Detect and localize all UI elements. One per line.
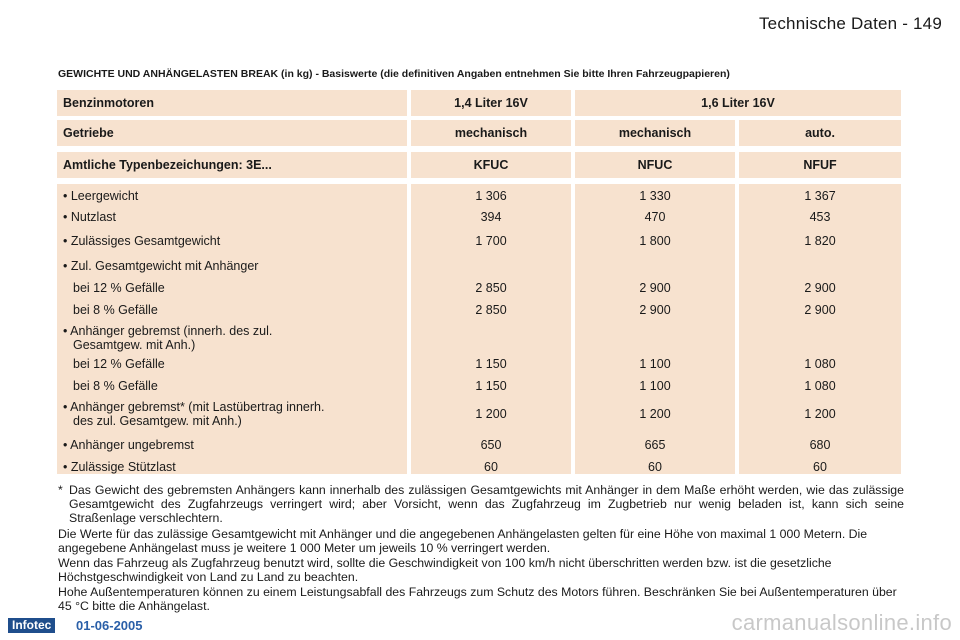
row-value: 60 [648, 460, 662, 474]
row-value: 1 200 [804, 407, 836, 421]
type-row [57, 152, 901, 178]
row-value: 1 150 [475, 357, 507, 371]
footnote-star: * [58, 483, 63, 497]
engine-2: 1,6 Liter 16V [575, 90, 901, 116]
row-value: 2 900 [804, 281, 836, 295]
col3-bg [739, 184, 901, 474]
footnote-text: Das Gewicht des gebremsten Anhängers kann innerhalb des zulässigen Gesamtgewichts mit Anhänger in dem Maße erhöht werden, wie das zulässige Gesamtgewicht des Zugfahrzeugs verringert wird; aber Vorsicht, wenn das Zugfahrzeug im Zugbetrieb nur wenig beladen ist, kann sich seine Straßenlage verschlechtern. [69, 483, 904, 525]
row-value: 2 900 [639, 303, 671, 317]
row-value: 60 [813, 460, 827, 474]
gearbox-2: mechanisch [575, 120, 735, 146]
row-label: • Zulässiges Gesamtgewicht [63, 234, 221, 248]
col2-bg [575, 184, 735, 474]
row-label-cont: des zul. Gesamtgew. mit Anh.) [73, 414, 242, 428]
row-value: 1 367 [804, 189, 836, 203]
row-value: 1 820 [804, 234, 836, 248]
section-title: GEWICHTE UND ANHÄNGELASTEN BREAK (in kg) - Basiswerte (die definitiven Angaben entnehmen Sie bitte Ihren Fahrzeugpapieren) [58, 68, 730, 80]
col1-bg [411, 184, 571, 474]
type-1: KFUC [411, 152, 571, 178]
infotec-badge: Infotec [8, 618, 55, 633]
row-value: 2 900 [639, 281, 671, 295]
row-value: 1 200 [475, 407, 507, 421]
row-label: bei 12 % Gefälle [73, 357, 165, 371]
row-label: bei 8 % Gefälle [73, 303, 158, 317]
row-value: 1 800 [639, 234, 671, 248]
site-watermark: carmanualsonline.info [731, 610, 952, 635]
type-2: NFUC [575, 152, 735, 178]
row-value: 1 200 [639, 407, 671, 421]
paragraph-altitude: Die Werte für das zulässige Gesamtgewicht mit Anhänger und die angegebenen Anhängelasten gelten für eine Höhe von maximal 1 000 Metern. Die angegebene Anhängelast muss je weitere 1 000 Meter um jeweils 10 % verringert werden. [58, 527, 868, 555]
row-label: • Nutzlast [63, 210, 117, 224]
type-label: Amtliche Typenbezeichungen: 3E... [57, 152, 407, 178]
gearbox-1: mechanisch [411, 120, 571, 146]
row-value: 1 150 [475, 379, 507, 393]
row-label: • Anhänger gebremst* (mit Lastübertrag innerh. [63, 400, 325, 414]
engine-1: 1,4 Liter 16V [411, 90, 571, 116]
row-label: • Zulässige Stützlast [63, 460, 176, 474]
row-value: 665 [644, 438, 666, 452]
type-3: NFUF [739, 152, 901, 178]
table-body [57, 184, 901, 474]
row-label: • Anhänger gebremst (innerh. des zul. [63, 324, 273, 338]
row-value: 1 700 [475, 234, 507, 248]
row-value: 680 [809, 438, 831, 452]
row-value: 394 [480, 210, 502, 224]
gearbox-row [57, 120, 901, 146]
footnote [58, 483, 904, 525]
row-value: 1 100 [639, 357, 671, 371]
footer-date: 01-06-2005 [76, 618, 143, 633]
row-value: 2 900 [804, 303, 836, 317]
row-value: 1 080 [804, 379, 836, 393]
row-value: 2 850 [475, 281, 507, 295]
row-label: bei 12 % Gefälle [73, 281, 165, 295]
row-label: • Zul. Gesamtgewicht mit Anhänger [63, 259, 259, 273]
gearbox-label: Getriebe [57, 120, 407, 146]
paragraph-speed: Wenn das Fahrzeug als Zugfahrzeug benutzt wird, sollte die Geschwindigkeit von 100 km/h nicht überschritten werden bzw. ist die gesetzliche Höchstgeschwindigkeit von Land zu Land zu beachten. [58, 556, 832, 584]
row-value: 453 [809, 210, 831, 224]
row-value: 1 330 [639, 189, 671, 203]
engines-label: Benzinmotoren [57, 90, 407, 116]
row-value: 60 [484, 460, 498, 474]
engines-row [57, 90, 901, 116]
row-value: 2 850 [475, 303, 507, 317]
row-value: 470 [644, 210, 666, 224]
paragraph-temperature: Hohe Außentemperaturen können zu einem Leistungsabfall des Fahrzeugs zum Schutz des Motors führen. Beschränken Sie bei Außentemperaturen über 45 °C bitte die Anhängelast. [58, 585, 897, 613]
row-value: 1 100 [639, 379, 671, 393]
weights-table [57, 90, 901, 474]
row-value: 1 080 [804, 357, 836, 371]
row-label: • Leergewicht [63, 189, 139, 203]
gearbox-3: auto. [739, 120, 901, 146]
row-value: 1 306 [475, 189, 507, 203]
row-value: 650 [480, 438, 502, 452]
row-label: bei 8 % Gefälle [73, 379, 158, 393]
row-label-cont: Gesamtgew. mit Anh.) [73, 338, 196, 352]
page-header: Technische Daten - 149 [758, 14, 942, 33]
row-label: • Anhänger ungebremst [63, 438, 194, 452]
